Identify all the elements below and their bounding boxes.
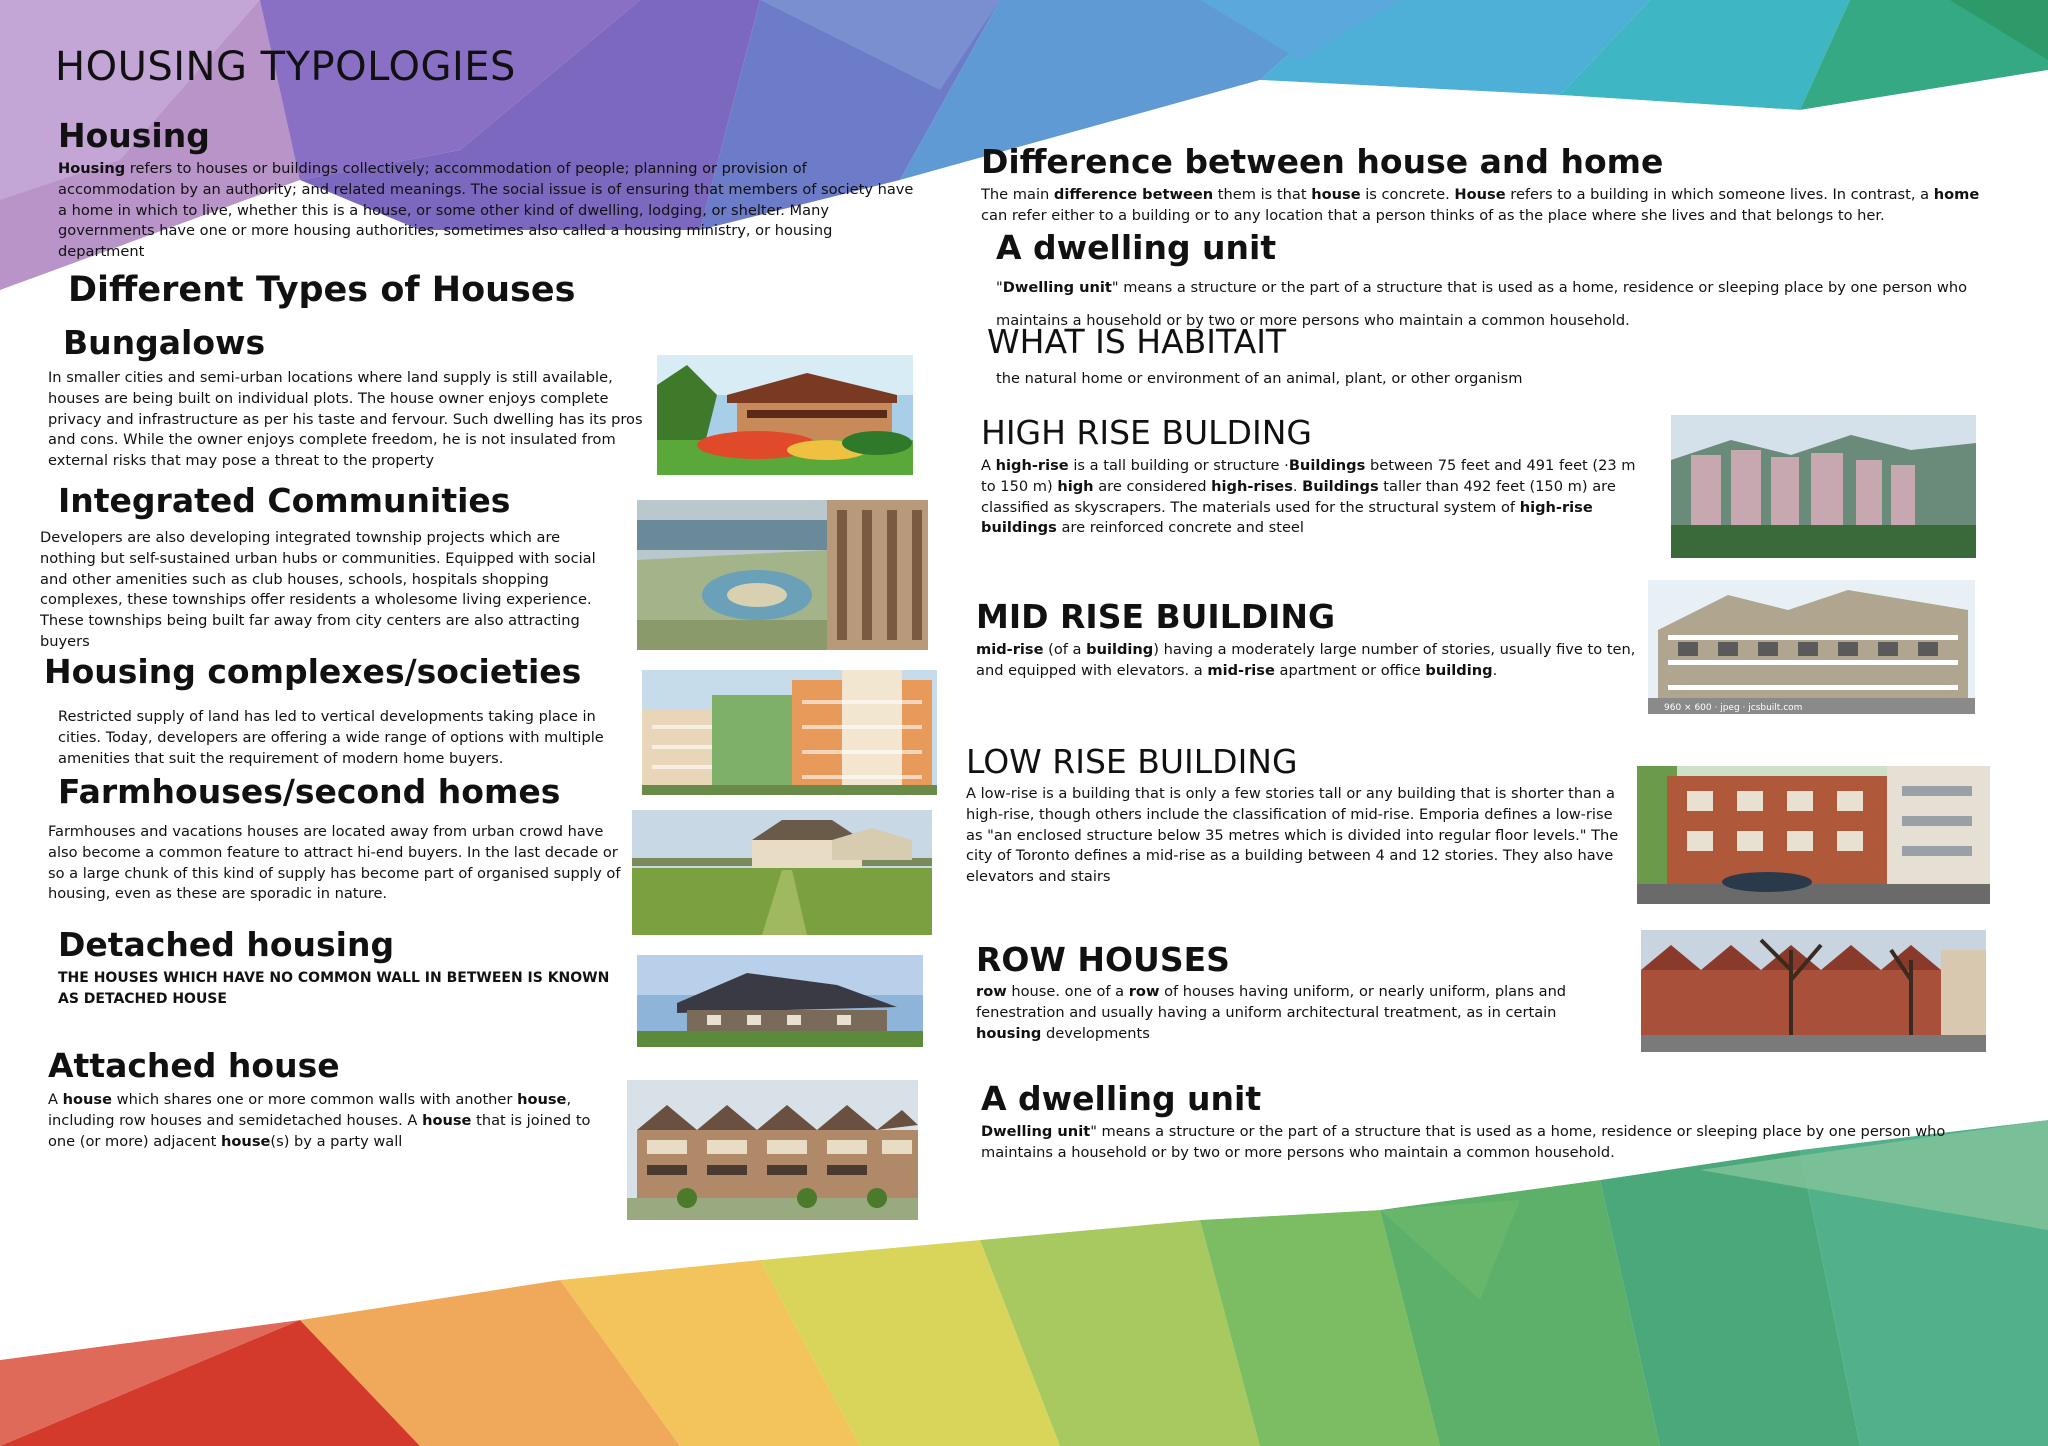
habitat-heading: WHAT IS HABITAIT [987, 322, 1287, 361]
highrise-photo [1671, 415, 1976, 558]
rowhouses-heading: ROW HOUSES [976, 940, 1230, 979]
midrise-body-box [976, 640, 1636, 682]
housing-section [58, 116, 918, 263]
midrise-heading-box [976, 597, 1335, 636]
attached-heading-box [48, 1046, 340, 1085]
difference-body: The main difference between them is that house is concrete. House refers to a building in which someone lives. In contrast, a home can refer either to a building or to any location that a person thinks of as the place where she lives and that belongs to her. [981, 186, 1980, 224]
housing-body: Housing refers to houses or buildings collectively; accommodation of people; planning or provision of accommodation by an authority; and related meanings. The social issue is of ensuring that members of society have a home in which to live, whether this is a house, or some other kind of dwelling, lodging, or shelter. Many governments have one or more housing authorities, sometimes also called a housing ministry, or housing department [58, 160, 914, 261]
bungalows-body: In smaller cities and semi-urban locations where land supply is still available, houses are being built on individual plots. The house owner enjoys complete privacy and infrastructure as per his taste and fervour. Such dwelling has its pros and cons. While the owner enjoys complete freedom, he is not insulated from external risks that may pose a threat to the property [48, 369, 643, 470]
difference-section [981, 142, 2001, 227]
rowhouses-heading-box [976, 940, 1230, 979]
integrated-body: Developers are also developing integrated township projects which are nothing but self-sustained urban hubs or communities. Equipped with social and other amenities such as club houses, schools, hospitals shopping complexes, these townships offer residents a wholesome living experience. These townships being built far away from city centers are also attracting buyers [40, 529, 596, 650]
page-title: HOUSING TYPOLOGIES [55, 44, 516, 90]
habitat-heading-box [987, 322, 1286, 361]
habitat-body: the natural home or environment of an animal, plant, or other organism [996, 370, 1523, 387]
attached-body: A house which shares one or more common walls with another house, including row houses and semidetached houses. A house that is joined to one (or more) adjacent house(s) by a party wall [48, 1091, 591, 1150]
integrated-heading: Integrated Communities [58, 481, 511, 520]
lowrise-body-box [966, 784, 1626, 888]
midrise-image-caption: 960 × 600 · jpeg · jcsbuilt.com [1664, 703, 1803, 713]
rowhouses-body: row house. one of a row of houses having uniform, or nearly uniform, plans and fenestration and usually having a uniform architectural treatment, as in certain housing developments [976, 983, 1567, 1042]
bungalows-heading: Bungalows [63, 323, 266, 362]
dwelling2-body: Dwelling unit" means a structure or the part of a structure that is used as a home, residence or sleeping place by one person who maintains a household or by two or more persons who maintain a common household. [981, 1123, 1946, 1161]
highrise-heading-box [981, 413, 1312, 452]
lowrise-body: A low-rise is a building that is only a few stories tall or any building that is shorter than a high-rise, though others include the classification of mid-rise. Emporia defines a low-rise as "an enclosed structure below 35 metres which is divided into regular floor levels." The city of Toronto defines a mid-rise as a building between 4 and 12 stories. They also have elevators and stairs [966, 785, 1619, 886]
dwelling2-heading: A dwelling unit [981, 1079, 1262, 1118]
housing-heading: Housing [58, 116, 210, 155]
page-title-box [55, 44, 516, 90]
habitat-body-box [996, 369, 1896, 390]
detached-body: THE HOUSES WHICH HAVE NO COMMON WALL IN BETWEEN IS KNOWN AS DETACHED HOUSE [58, 970, 610, 1007]
detached-heading-box [58, 925, 394, 964]
midrise-photo [1648, 580, 1975, 714]
lowrise-heading-box [966, 742, 1298, 781]
attached-heading: Attached house [48, 1046, 340, 1085]
attached-photo [627, 1080, 918, 1220]
detached-photo [637, 955, 923, 1047]
dwelling1-body: "Dwelling unit" means a structure or the part of a structure that is used as a home, residence or sleeping place by one person who maintains a household or by two or more persons who maintain a common household. [996, 279, 1968, 329]
rowhouses-body-box [976, 982, 1616, 1044]
integrated-body-box [40, 528, 620, 653]
difference-heading: Difference between house and home [981, 142, 1664, 181]
lowrise-photo [1637, 766, 1990, 904]
bungalows-heading-box [63, 323, 265, 362]
integrated-photo [637, 500, 928, 650]
bungalow-photo [657, 355, 913, 475]
bungalows-body-box [48, 368, 648, 472]
farmhouse-photo [632, 810, 932, 935]
highrise-heading: HIGH RISE BULDING [981, 413, 1312, 452]
highrise-body: A high-rise is a tall building or structure ·Buildings between 75 feet and 491 feet (23 m to 150 m) high are considered high-rises. Buildings taller than 492 feet (150 m) are classified as skyscrapers. The materials used for the structural system of high-rise buildings are reinforced concrete and steel [981, 457, 1636, 537]
midrise-body: mid-rise (of a building) having a moderately large number of stories, usually five to ten, and equipped with elevators. a mid-rise apartment or office building. [976, 641, 1636, 679]
dwelling2-section [981, 1079, 2001, 1164]
dwelling1-section [996, 228, 1996, 337]
types-heading-box [68, 270, 575, 310]
farmhouses-body-box [48, 822, 628, 905]
types-heading: Different Types of Houses [68, 270, 576, 310]
farmhouses-heading: Farmhouses/second homes [58, 772, 561, 811]
complexes-body-box [58, 707, 628, 769]
lowrise-heading: LOW RISE BUILDING [966, 742, 1298, 781]
complexes-photo [642, 670, 937, 795]
rowhouses-photo [1641, 930, 1986, 1052]
farmhouses-heading-box [58, 772, 560, 811]
detached-body-box [58, 968, 618, 1010]
detached-heading: Detached housing [58, 925, 395, 964]
midrise-heading: MID RISE BUILDING [976, 597, 1336, 636]
attached-body-box [48, 1090, 608, 1152]
dwelling1-heading: A dwelling unit [996, 228, 1277, 267]
complexes-heading: Housing complexes/societies [44, 652, 582, 691]
complexes-body: Restricted supply of land has led to vertical developments taking place in cities. Today, developers are offering a wide range of options with multiple amenities that suit the requirement of modern home buyers. [58, 708, 604, 767]
highrise-body-box [981, 456, 1641, 539]
farmhouses-body: Farmhouses and vacations houses are located away from urban crowd have also become a common feature to attract hi-end buyers. In the last decade or so a large chunk of this kind of supply has become part of organised supply of housing, even as these are sporadic in nature. [48, 823, 621, 903]
complexes-heading-box [44, 652, 581, 691]
integrated-heading-box [58, 481, 510, 520]
